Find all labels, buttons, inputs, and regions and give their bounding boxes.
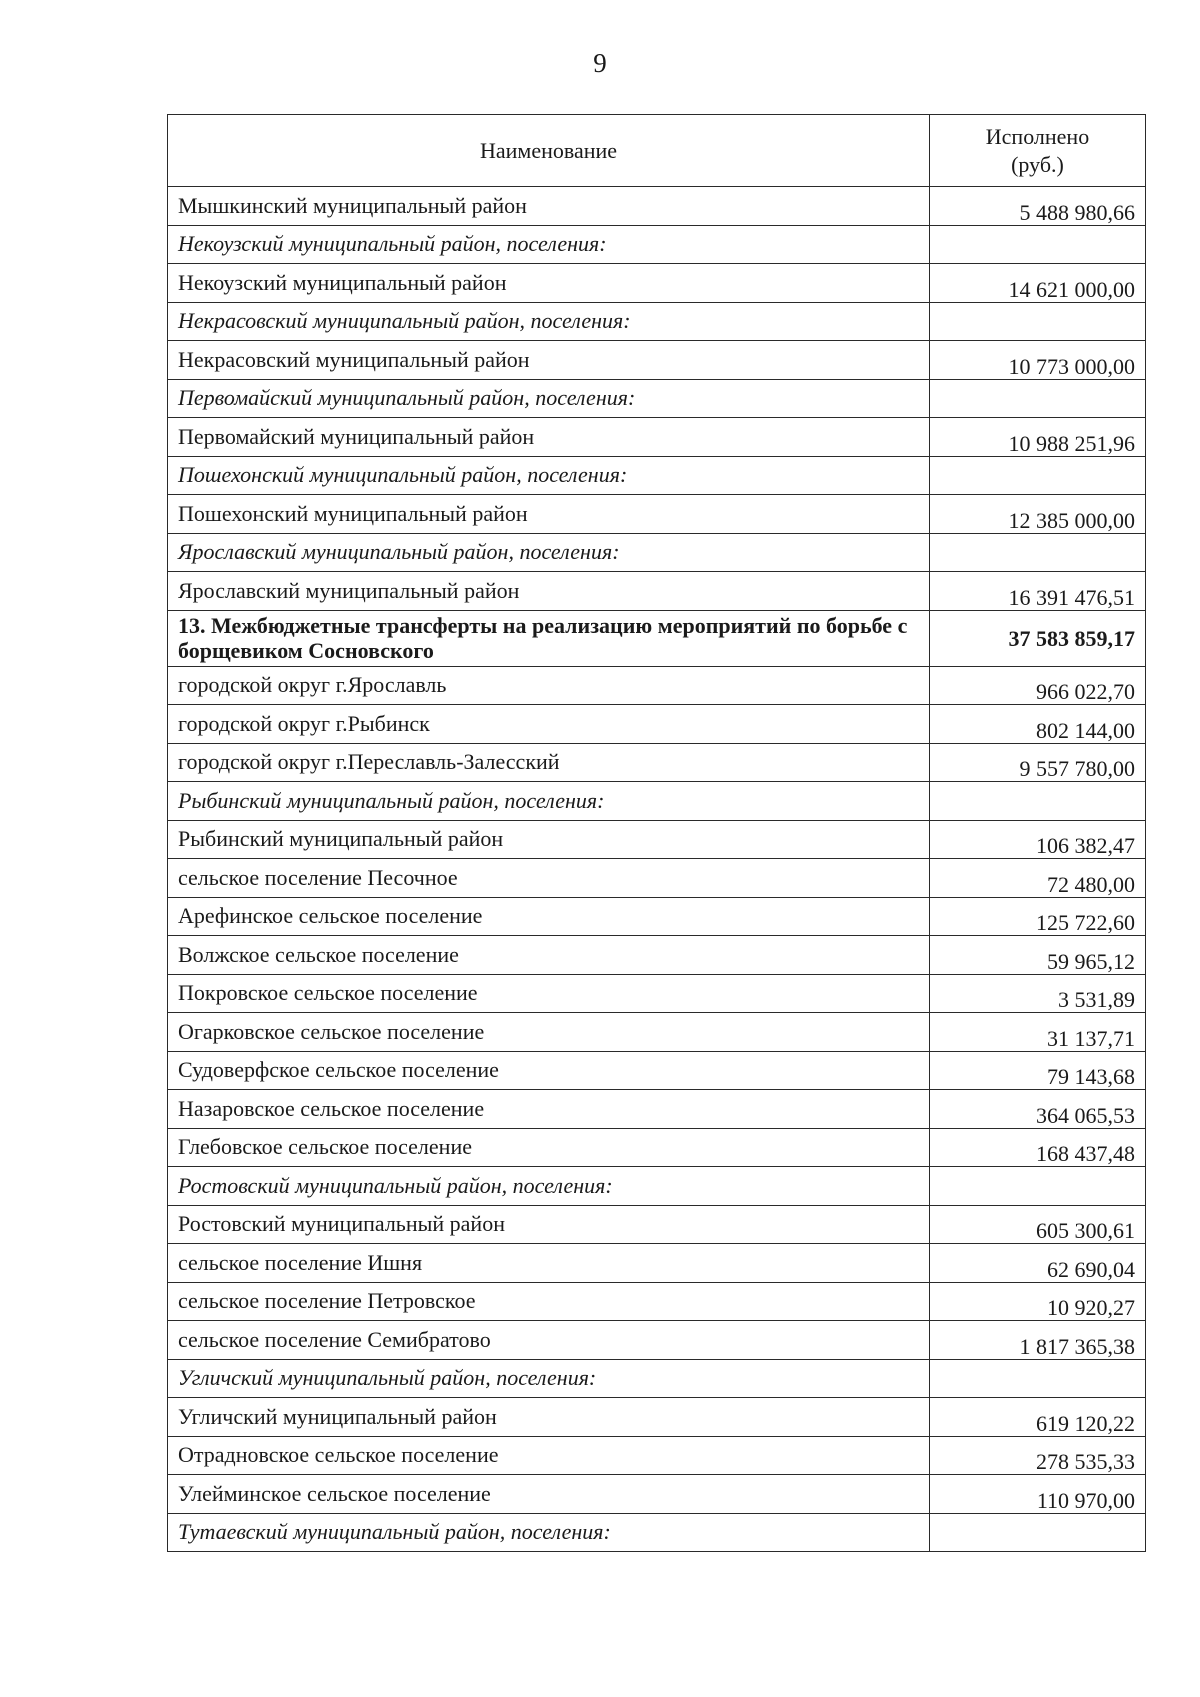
row-amount-cell: 79 143,68 xyxy=(930,1051,1146,1090)
row-amount-cell xyxy=(930,1513,1146,1552)
row-amount-cell: 10 920,27 xyxy=(930,1282,1146,1321)
row-amount-cell: 364 065,53 xyxy=(930,1090,1146,1129)
table-row xyxy=(168,225,1146,264)
table-row xyxy=(168,859,1146,898)
table-row xyxy=(168,1013,1146,1052)
table-row xyxy=(168,1167,1146,1206)
row-name-cell: Ярославский муниципальный район xyxy=(168,572,930,611)
row-amount-cell: 62 690,04 xyxy=(930,1244,1146,1283)
row-amount-cell: 278 535,33 xyxy=(930,1436,1146,1475)
table-row xyxy=(168,264,1146,303)
table-row xyxy=(168,1051,1146,1090)
row-name-cell: Тутаевский муниципальный район, поселения: xyxy=(168,1513,930,1552)
table-row xyxy=(168,666,1146,705)
table-row xyxy=(168,610,1146,666)
row-amount-cell: 3 531,89 xyxy=(930,974,1146,1013)
row-name-cell: сельское поселение Ишня xyxy=(168,1244,930,1283)
table-row xyxy=(168,456,1146,495)
row-amount-cell xyxy=(930,456,1146,495)
row-amount-cell: 14 621 000,00 xyxy=(930,264,1146,303)
row-name-cell: Ростовский муниципальный район, поселения: xyxy=(168,1167,930,1206)
row-amount-cell xyxy=(930,225,1146,264)
row-name-cell: Покровское сельское поселение xyxy=(168,974,930,1013)
row-amount-cell xyxy=(930,1359,1146,1398)
table-row xyxy=(168,302,1146,341)
row-amount-cell: 168 437,48 xyxy=(930,1128,1146,1167)
row-amount-cell xyxy=(930,782,1146,821)
row-name-cell: Некоузский муниципальный район, поселения: xyxy=(168,225,930,264)
row-name-cell: Пошехонский муниципальный район, поселения: xyxy=(168,456,930,495)
table-row xyxy=(168,1128,1146,1167)
table-row xyxy=(168,572,1146,611)
table-row xyxy=(168,1513,1146,1552)
row-amount-cell: 59 965,12 xyxy=(930,936,1146,975)
table-row xyxy=(168,1244,1146,1283)
row-name-cell: Некрасовский муниципальный район xyxy=(168,341,930,380)
header-amount xyxy=(930,115,1146,187)
table-row xyxy=(168,782,1146,821)
row-name-cell: Огарковское сельское поселение xyxy=(168,1013,930,1052)
table-row xyxy=(168,341,1146,380)
row-name-cell: Назаровское сельское поселение xyxy=(168,1090,930,1129)
row-name-cell: Отрадновское сельское поселение xyxy=(168,1436,930,1475)
row-name-cell: Пошехонский муниципальный район xyxy=(168,495,930,534)
table-row xyxy=(168,379,1146,418)
row-amount-cell: 619 120,22 xyxy=(930,1398,1146,1437)
table-row xyxy=(168,1475,1146,1514)
table-row xyxy=(168,974,1146,1013)
row-amount-cell: 37 583 859,17 xyxy=(930,610,1146,666)
row-name-cell: Угличский муниципальный район, поселения: xyxy=(168,1359,930,1398)
row-amount-cell xyxy=(930,302,1146,341)
table-row xyxy=(168,936,1146,975)
table-row xyxy=(168,495,1146,534)
table-body xyxy=(168,187,1146,1552)
row-amount-cell: 802 144,00 xyxy=(930,705,1146,744)
row-name-cell: Арефинское сельское поселение xyxy=(168,897,930,936)
row-name-cell: Волжское сельское поселение xyxy=(168,936,930,975)
table-row xyxy=(168,743,1146,782)
row-name-cell: городской округ г.Переславль-Залесский xyxy=(168,743,930,782)
row-amount-cell: 966 022,70 xyxy=(930,666,1146,705)
row-amount-cell: 125 722,60 xyxy=(930,897,1146,936)
table-row xyxy=(168,533,1146,572)
row-name-cell: сельское поселение Семибратово xyxy=(168,1321,930,1360)
row-amount-cell: 12 385 000,00 xyxy=(930,495,1146,534)
row-name-cell: Первомайский муниципальный район xyxy=(168,418,930,457)
row-name-cell: Некрасовский муниципальный район, поселения: xyxy=(168,302,930,341)
table-row xyxy=(168,187,1146,226)
row-amount-cell xyxy=(930,533,1146,572)
header-amount-line1: Исполнено xyxy=(985,123,1090,149)
row-name-cell: городской округ г.Ярославль xyxy=(168,666,930,705)
table-row xyxy=(168,1282,1146,1321)
row-amount-cell: 10 988 251,96 xyxy=(930,418,1146,457)
table-row xyxy=(168,820,1146,859)
table-row xyxy=(168,1359,1146,1398)
table-header-row xyxy=(168,115,1146,187)
budget-table xyxy=(167,114,1146,1552)
row-amount-cell: 605 300,61 xyxy=(930,1205,1146,1244)
row-amount-cell: 1 817 365,38 xyxy=(930,1321,1146,1360)
row-name-cell: Угличский муниципальный район xyxy=(168,1398,930,1437)
row-amount-cell: 5 488 980,66 xyxy=(930,187,1146,226)
header-name: Наименование xyxy=(168,115,930,187)
table-row xyxy=(168,1436,1146,1475)
row-amount-cell: 10 773 000,00 xyxy=(930,341,1146,380)
table-row xyxy=(168,1090,1146,1129)
row-name-cell: Мышкинский муниципальный район xyxy=(168,187,930,226)
row-name-cell: городской округ г.Рыбинск xyxy=(168,705,930,744)
row-name-cell: сельское поселение Петровское xyxy=(168,1282,930,1321)
row-name-cell: сельское поселение Песочное xyxy=(168,859,930,898)
row-name-cell: Первомайский муниципальный район, поселения: xyxy=(168,379,930,418)
table-row xyxy=(168,897,1146,936)
row-name-cell: Улейминское сельское поселение xyxy=(168,1475,930,1514)
row-name-cell: Рыбинский муниципальный район xyxy=(168,820,930,859)
table-row xyxy=(168,1321,1146,1360)
row-name-cell: Некоузский муниципальный район xyxy=(168,264,930,303)
row-amount-cell: 31 137,71 xyxy=(930,1013,1146,1052)
row-amount-cell: 106 382,47 xyxy=(930,820,1146,859)
row-name-cell: Судоверфское сельское поселение xyxy=(168,1051,930,1090)
row-name-cell: Ярославский муниципальный район, поселения: xyxy=(168,533,930,572)
row-amount-cell: 16 391 476,51 xyxy=(930,572,1146,611)
row-name-cell: 13. Межбюджетные трансферты на реализацию мероприятий по борьбе с борщевиком Сосновского xyxy=(168,610,930,666)
row-amount-cell: 72 480,00 xyxy=(930,859,1146,898)
row-amount-cell: 9 557 780,00 xyxy=(930,743,1146,782)
row-name-cell: Рыбинский муниципальный район, поселения: xyxy=(168,782,930,821)
row-amount-cell: 110 970,00 xyxy=(930,1475,1146,1514)
row-amount-cell xyxy=(930,379,1146,418)
row-name-cell: Ростовский муниципальный район xyxy=(168,1205,930,1244)
table-row xyxy=(168,418,1146,457)
page-number: 9 xyxy=(593,48,607,78)
table-row xyxy=(168,705,1146,744)
header-amount-line2: (руб.) xyxy=(1011,151,1064,177)
table-row xyxy=(168,1398,1146,1437)
row-amount-cell xyxy=(930,1167,1146,1206)
table-row xyxy=(168,1205,1146,1244)
row-name-cell: Глебовское сельское поселение xyxy=(168,1128,930,1167)
